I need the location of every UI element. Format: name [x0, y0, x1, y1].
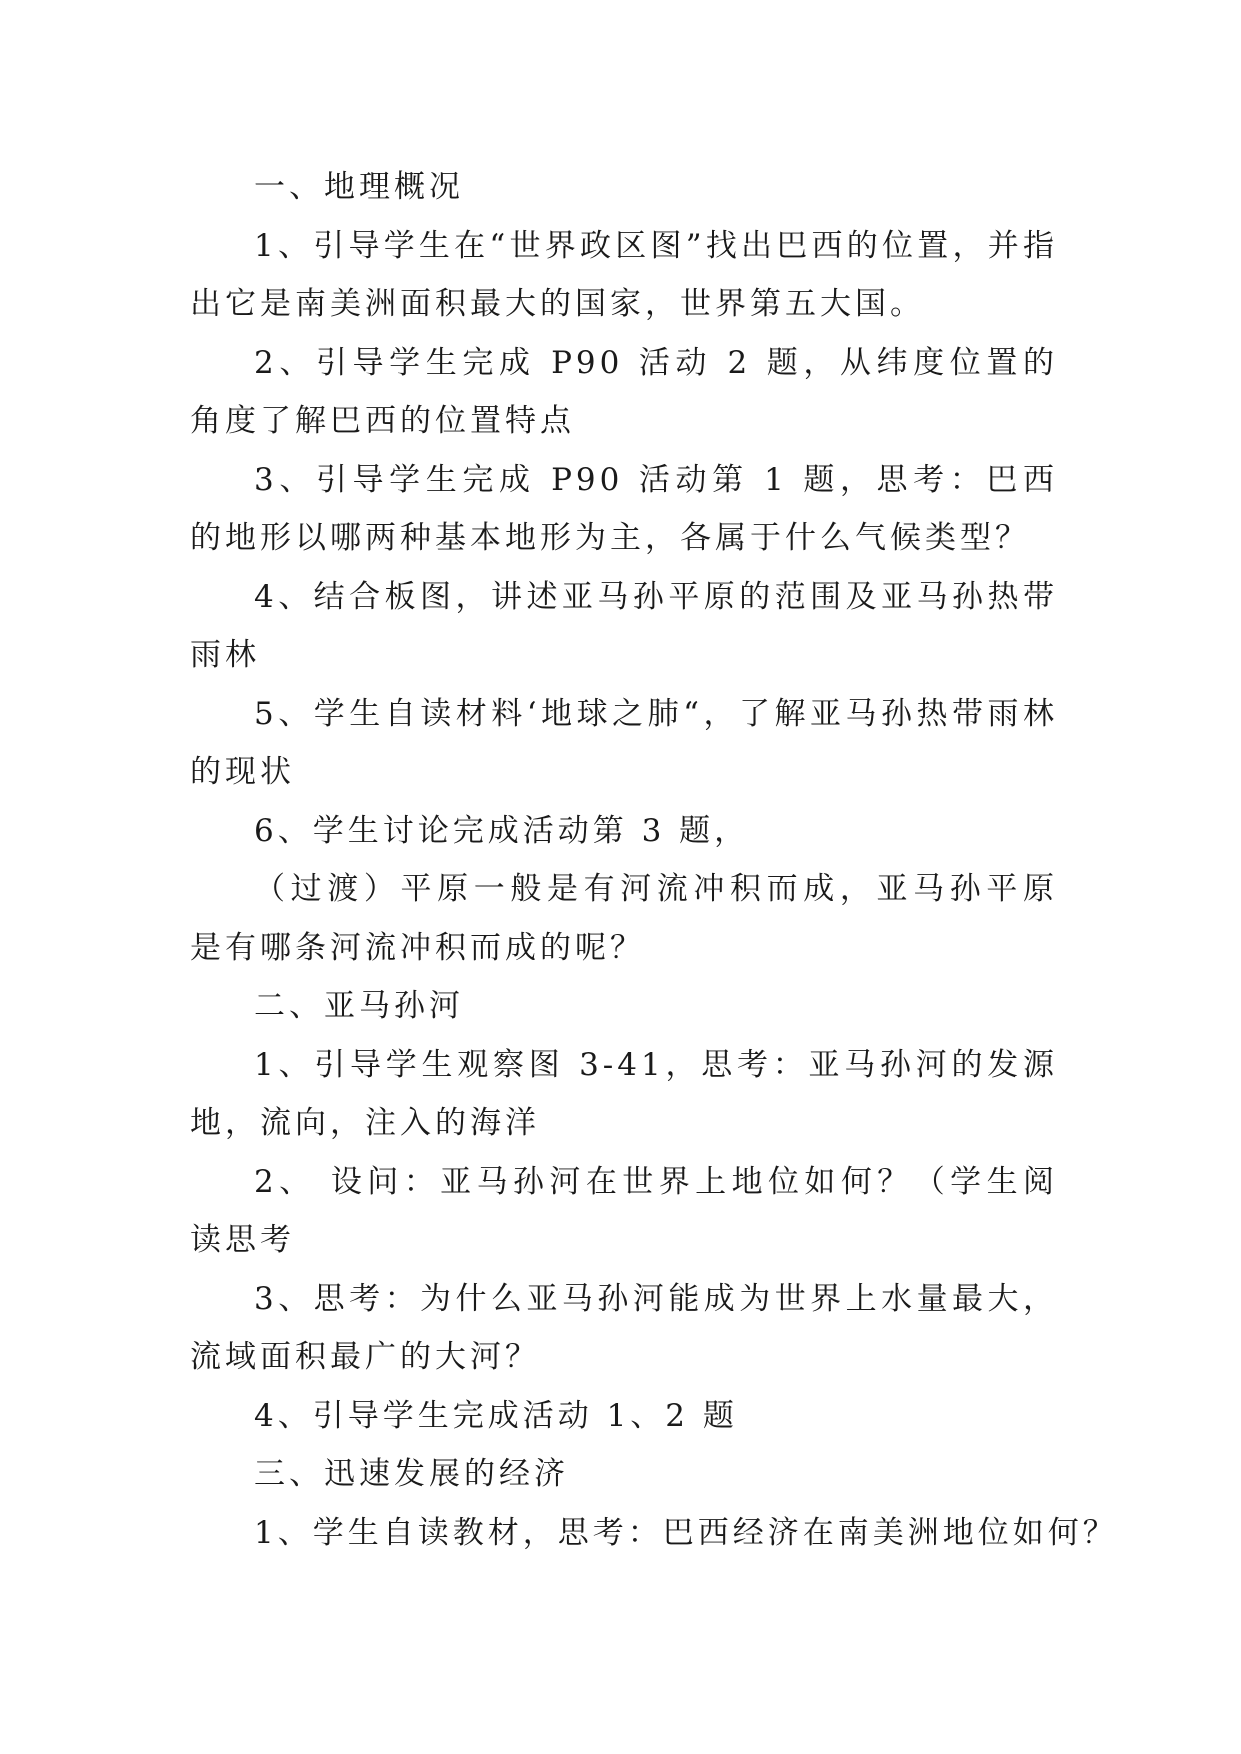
section-heading-economy: 三、迅速发展的经济	[254, 1456, 569, 1492]
paragraph-item-4: 4、结合板图，讲述亚马孙平原的范围及亚马孙热带雨林	[190, 578, 1058, 673]
paragraph-item-5: 5、学生自读材料‘地球之肺“，了解亚马孙热带雨林的现状	[190, 695, 1058, 790]
paragraph-item-river-1: 1、引导学生观察图 3-41，思考：亚马孙河的发源地，流向，注入的海洋	[190, 1046, 1058, 1141]
paragraph-item-1: 1、引导学生在“世界政区图”找出巴西的位置，并指出它是南美洲面积最大的国家，世界第五大国。	[190, 227, 1058, 322]
paragraph-item-2: 2、引导学生完成 P90 活动 2 题，从纬度位置的角度了解巴西的位置特点	[190, 344, 1058, 439]
paragraph-item-river-4: 4、引导学生完成活动 1、2 题	[254, 1397, 738, 1434]
document-body	[190, 158, 1118, 1562]
section-heading-geography: 一、地理概况	[254, 169, 464, 205]
paragraph-item-6: 6、学生讨论完成活动第 3 题，	[254, 812, 750, 849]
section-heading-amazon-river: 二、亚马孙河	[254, 988, 464, 1024]
paragraph-item-3: 3、引导学生完成 P90 活动第 1 题，思考：巴西的地形以哪两种基本地形为主，各属于什么气候类型？	[190, 461, 1058, 556]
paragraph-item-river-3: 3、思考：为什么亚马孙河能成为世界上水量最大，流域面积最广的大河？	[190, 1280, 1058, 1375]
paragraph-item-economy-1: 1、学生自读教材，思考：巴西经济在南美洲地位如何？	[254, 1514, 1118, 1551]
paragraph-transition: （过渡）平原一般是有河流冲积而成，亚马孙平原是有哪条河流冲积而成的呢？	[190, 871, 1058, 966]
paragraph-item-river-2: 2、 设问：亚马孙河在世界上地位如何？（学生阅读思考	[190, 1163, 1058, 1258]
